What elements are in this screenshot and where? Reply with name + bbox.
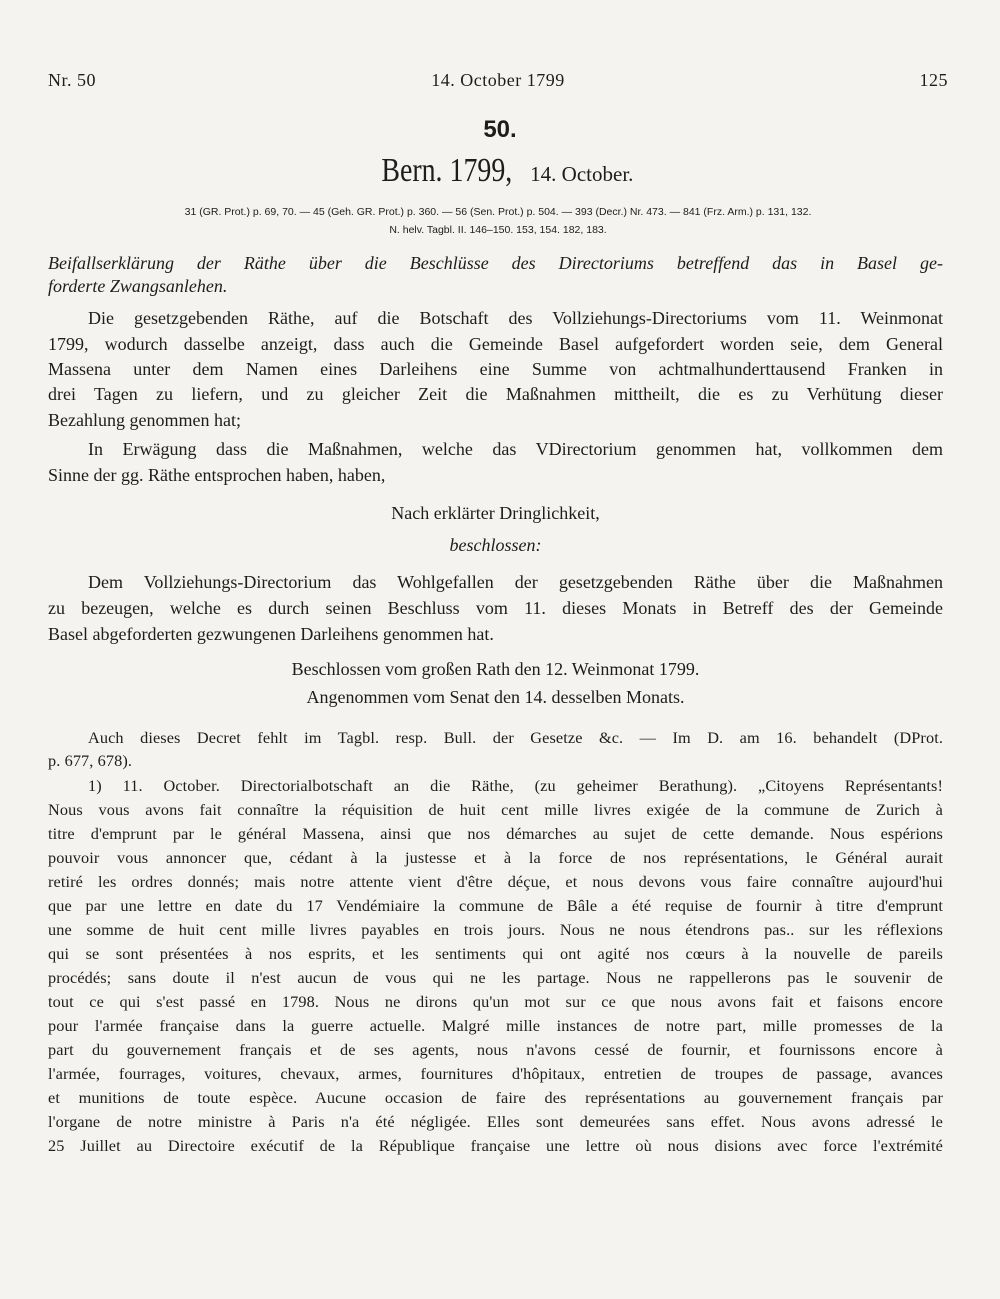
source-references-line: 31 (GR. Prot.) p. 69, 70. — 45 (Geh. GR. Prot.) p. 360. — 56 (Sen. Prot.) p. 504. — 393 (Decr.) Nr. 473. — 841 (Frz. Arm.) p. 131, 132. bbox=[184, 206, 812, 218]
running-header bbox=[48, 70, 948, 94]
body-line: Basel abgeforderten gezwungenen Darleihens genommen hat. bbox=[48, 624, 494, 644]
body-line: Massena unter dem Namen eines Darleihens eine Summe von achtmalhunderttausend Franken in bbox=[48, 359, 943, 379]
footnote-line: 25 Juillet au Directoire exécutif de la République française une lettre où nous disions avec force l'extrémité bbox=[48, 1136, 943, 1155]
date-day-month: 14. October. bbox=[530, 162, 634, 186]
document-number: 50. bbox=[483, 116, 517, 143]
footnote-line: procédés; sans doute il n'est aucun de vous qui ne les partage. Nous ne rappellerons pas le souvenir de bbox=[48, 968, 943, 987]
document-title-line: forderte Zwangsanlehen. bbox=[48, 276, 228, 296]
footnote-line: tout ce qui s'est passé en 1798. Nous ne dirons qu'un mot sur ce que nous avons fait et faisons encore bbox=[48, 992, 943, 1011]
footnote-line: et munitions de toute espèce. Aucune occasion de faire des représentations au gouvernement français par bbox=[48, 1088, 943, 1107]
footnote-line: 1) 11. October. Directorialbotschaft an die Räthe, (zu geheimer Berathung). „Citoyens Représentants! bbox=[88, 776, 943, 795]
body-line: Sinne der gg. Räthe entsprochen haben, haben, bbox=[48, 465, 386, 485]
header-doc-number: Nr. 50 bbox=[48, 70, 96, 90]
place-date-heading bbox=[0, 152, 1000, 190]
footnote-line: pour l'armée française dans la guerre actuelle. Malgré mille instances de notre part, mille promesses de la bbox=[48, 1016, 943, 1035]
footnote-line: qui se sont présentées à nos esprits, et les sentiments qui ont agité nos cœurs à la nouvelle de pareils bbox=[48, 944, 943, 963]
footnote-line: que par une lettre en date du 17 Vendémiaire la commune de Bâle a été requise de fournir à titre d'emprunt bbox=[48, 896, 943, 915]
body-line: Dem Vollziehungs-Directorium das Wohlgefallen der gesetzgebenden Räthe über die Maßnahmen bbox=[88, 572, 943, 592]
footnote-line: retiré les ordres donnés; mais notre attente vient d'être déçue, et nous devons vous faire connaître aujourd'hui bbox=[48, 872, 943, 891]
footnote-line: titre d'emprunt par le général Massena, ainsi que nos démarches au sujet de cette demande. Nous espérions bbox=[48, 824, 943, 843]
body-line: zu bezeugen, welche es durch seinen Beschluss vom 11. dieses Monats in Betreff des der Gemeinde bbox=[48, 598, 943, 618]
footnote-line: l'organe de notre ministre à Paris n'a été négligée. Elles sont demeurées sans effet. Nous avons adressé le bbox=[48, 1112, 943, 1131]
body-line: Bezahlung genommen hat; bbox=[48, 410, 241, 430]
acceptance-line: Angenommen vom Senat den 14. desselben Monats. bbox=[306, 687, 685, 707]
body-line: In Erwägung dass die Maßnahmen, welche das VDirectorium genommen hat, vollkommen dem bbox=[88, 439, 943, 459]
place-year: Bern. 1799, bbox=[380, 152, 512, 189]
resolution-heading: beschlossen: bbox=[449, 535, 542, 555]
footnote-line: Nous vous avons fait connaître la réquisition de huit cent mille livres exigée de la commune de Zurich à bbox=[48, 800, 943, 819]
header-date: 14. October 1799 bbox=[431, 70, 565, 90]
urgency-line: Nach erklärter Dringlichkeit, bbox=[391, 503, 600, 523]
footnote-line: l'armée, fourrages, voitures, chevaux, armes, fournitures d'hôpitaux, entretien de troupes de passage, avances bbox=[48, 1064, 943, 1083]
body-line: Die gesetzgebenden Räthe, auf die Botschaft des Vollziehungs-Directoriums vom 11. Weinmonat bbox=[88, 308, 943, 328]
source-references-line: N. helv. Tagbl. II. 146–150. 153, 154. 182, 183. bbox=[389, 224, 607, 236]
page-number: 125 bbox=[919, 70, 948, 90]
body-line: drei Tagen zu liefern, und zu gleicher Zeit die Maßnahmen mittheilt, die es zu Verhütung dieser bbox=[48, 384, 943, 404]
decision-line: Beschlossen vom großen Rath den 12. Weinmonat 1799. bbox=[291, 659, 700, 679]
footnote-line: une somme de huit cent mille livres payables en trois jours. Nous ne nous étendrons pas.. sur les réflexions bbox=[48, 920, 943, 939]
footnote-line: part du gouvernement français et de ses agents, nous n'avons cessé de fournir, et fournissons encore à bbox=[48, 1040, 943, 1059]
document-title-line: Beifallserklärung der Räthe über die Beschlüsse des Directoriums betreffend das in Basel ge- bbox=[48, 253, 943, 273]
body-line: 1799, wodurch dasselbe anzeigt, dass auch die Gemeinde Basel aufgefordert worden seie, dem General bbox=[48, 334, 943, 354]
note-line: p. 677, 678). bbox=[48, 751, 133, 770]
footnote-line: pouvoir vous annoncer que, cédant à la justesse et à la force de nos représentations, le Général aurait bbox=[48, 848, 943, 867]
note-line: Auch dieses Decret fehlt im Tagbl. resp. Bull. der Gesetze &c. — Im D. am 16. behandelt (DProt. bbox=[88, 728, 943, 747]
